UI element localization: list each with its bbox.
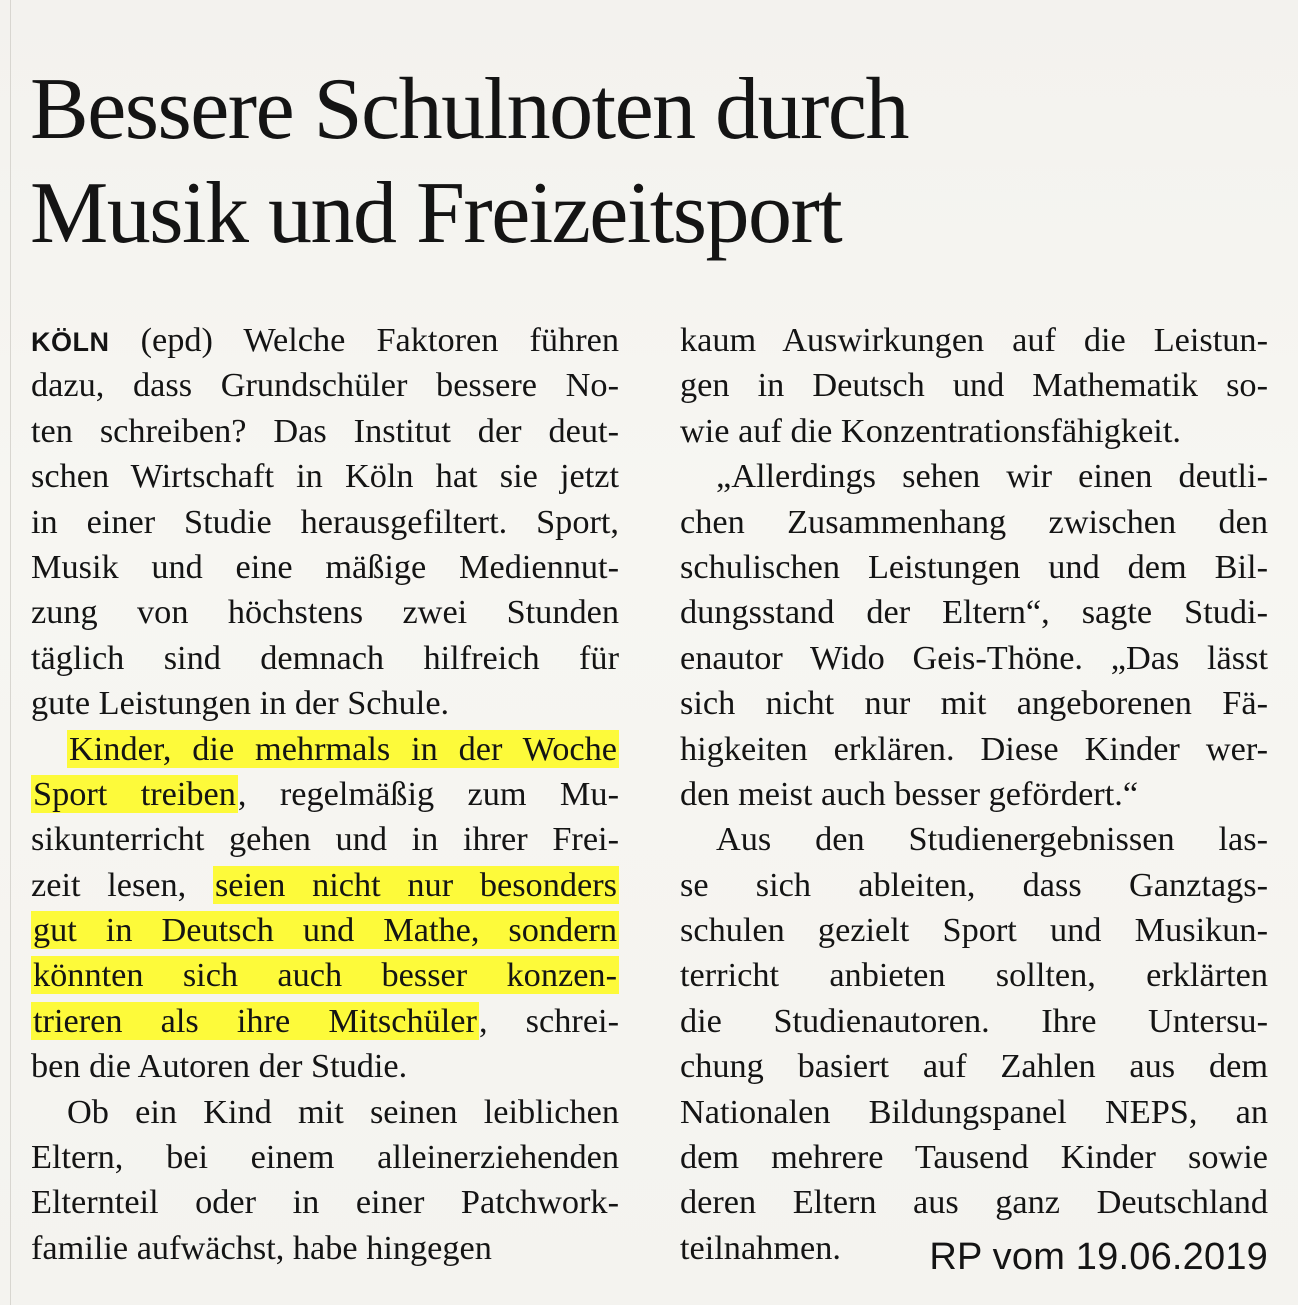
text-run: deren Eltern aus ganz Deutschland bbox=[680, 1183, 1268, 1222]
text-line bbox=[31, 817, 619, 862]
text-line bbox=[31, 1180, 619, 1225]
headline-line: Musik und Freizeitsport bbox=[30, 165, 842, 262]
text-run: Elternteil oder in einer Patchwork- bbox=[31, 1183, 619, 1222]
text-run: (epd) Welche Faktoren führen bbox=[109, 321, 619, 359]
text-line bbox=[31, 545, 619, 590]
text-run: dem mehrere Tausend Kinder sowie bbox=[680, 1138, 1268, 1177]
text-line bbox=[31, 908, 619, 953]
source-note: RP vom 19.06.2019 bbox=[929, 1236, 1268, 1278]
text-run: Musik und eine mäßige Mediennut- bbox=[31, 547, 619, 586]
text-line bbox=[31, 953, 619, 998]
text-run: zeit lesen, bbox=[31, 865, 213, 904]
text-run: zung von höchstens zwei Stunden bbox=[31, 593, 619, 632]
text-line bbox=[680, 590, 1268, 635]
text-run: chen Zusammenhang zwischen den bbox=[680, 502, 1268, 541]
text-line bbox=[680, 454, 1268, 499]
highlighted-text: gut in Deutsch und Mathe, sondern bbox=[33, 911, 617, 950]
highlighted-text: könnten sich auch besser konzen- bbox=[33, 956, 617, 995]
text-line bbox=[31, 727, 619, 772]
text-run: ten schreiben? Das Institut der deut- bbox=[31, 411, 619, 450]
text-run: terricht anbieten sollten, erklärten bbox=[680, 956, 1268, 995]
text-line bbox=[31, 999, 619, 1044]
text-run: täglich sind demnach hilfreich für bbox=[31, 638, 619, 677]
text-line bbox=[680, 636, 1268, 681]
text-line bbox=[680, 318, 1268, 363]
text-run: schen Wirtschaft in Köln hat sie jetzt bbox=[31, 457, 619, 496]
text-run: dazu, dass Grundschüler bessere No- bbox=[31, 366, 619, 405]
dateline: KÖLN bbox=[31, 327, 110, 357]
article-column-left bbox=[31, 318, 619, 1271]
text-run: „Allerdings sehen wir einen deutli- bbox=[716, 457, 1268, 496]
text-line bbox=[31, 863, 619, 908]
highlighted-text: seien nicht nur besonders bbox=[214, 865, 617, 904]
headline bbox=[30, 58, 1270, 266]
text-line bbox=[680, 1090, 1268, 1135]
text-run: familie aufwächst, habe hingegen bbox=[31, 1228, 492, 1267]
text-line bbox=[31, 500, 619, 545]
text-run: schulen gezielt Sport und Musikun- bbox=[680, 911, 1268, 950]
text-run: in einer Studie herausgefiltert. Sport, bbox=[31, 502, 619, 541]
headline-line: Bessere Schulnoten durch bbox=[30, 61, 908, 158]
text-run: Ob ein Kind mit seinen leiblichen bbox=[67, 1092, 619, 1131]
text-line bbox=[31, 454, 619, 499]
text-line bbox=[680, 999, 1268, 1044]
text-line bbox=[31, 1135, 619, 1180]
text-line bbox=[680, 363, 1268, 408]
article-column-right bbox=[680, 318, 1268, 1271]
text-run: schulischen Leistungen und dem Bil- bbox=[680, 547, 1268, 586]
text-run: den meist auch besser gefördert.“ bbox=[680, 774, 1139, 813]
text-run: chung basiert auf Zahlen aus dem bbox=[680, 1047, 1268, 1086]
text-run: Eltern, bei einem alleinerziehenden bbox=[31, 1138, 619, 1177]
text-line bbox=[31, 318, 619, 363]
text-run: , regelmäßig zum Mu- bbox=[237, 774, 619, 813]
text-line bbox=[680, 772, 1268, 817]
text-run: Nationalen Bildungspanel NEPS, an bbox=[680, 1092, 1268, 1131]
text-run: higkeiten erklären. Diese Kinder wer- bbox=[680, 729, 1268, 768]
text-line bbox=[31, 681, 619, 726]
text-run: dungsstand der Eltern“, sagte Studi- bbox=[680, 593, 1268, 632]
text-run: die Studienautoren. Ihre Untersu- bbox=[680, 1001, 1268, 1040]
text-run: se sich ableiten, dass Ganztags- bbox=[680, 865, 1268, 904]
text-run: enautor Wido Geis-Thöne. „Das lässt bbox=[680, 638, 1268, 677]
text-line bbox=[680, 1044, 1268, 1089]
text-run: sikunterricht gehen und in ihrer Frei- bbox=[31, 820, 619, 859]
text-run: gute Leistungen in der Schule. bbox=[31, 684, 450, 723]
text-line bbox=[680, 409, 1268, 454]
text-line bbox=[680, 908, 1268, 953]
text-line bbox=[680, 1180, 1268, 1225]
text-run: wie auf die Konzentrationsfähigkeit. bbox=[680, 411, 1181, 450]
highlighted-text: Sport treiben bbox=[33, 774, 236, 813]
text-run: ben die Autoren der Studie. bbox=[31, 1047, 408, 1086]
text-line bbox=[31, 772, 619, 817]
text-run: teilnahmen. bbox=[680, 1228, 841, 1267]
text-line bbox=[680, 817, 1268, 862]
text-run: kaum Auswirkungen auf die Leistun- bbox=[680, 321, 1268, 359]
text-line bbox=[31, 1226, 619, 1271]
text-line bbox=[31, 1044, 619, 1089]
text-run: Aus den Studienergebnissen las- bbox=[716, 820, 1268, 859]
highlighted-text: Kinder, die mehrmals in der Woche bbox=[69, 729, 617, 768]
text-line bbox=[31, 590, 619, 635]
text-line bbox=[680, 1135, 1268, 1180]
text-line bbox=[680, 727, 1268, 772]
text-line bbox=[31, 409, 619, 454]
highlighted-text: trieren als ihre Mitschüler bbox=[33, 1001, 477, 1040]
text-run: , schrei- bbox=[478, 1001, 619, 1040]
text-run: sich nicht nur mit angeborenen Fä- bbox=[680, 684, 1268, 723]
text-line bbox=[680, 500, 1268, 545]
text-line bbox=[31, 363, 619, 408]
text-line bbox=[31, 1090, 619, 1135]
text-line bbox=[680, 863, 1268, 908]
text-line bbox=[680, 545, 1268, 590]
text-line bbox=[680, 681, 1268, 726]
text-line bbox=[680, 953, 1268, 998]
page-edge bbox=[10, 0, 11, 1305]
text-run: gen in Deutsch und Mathematik so- bbox=[680, 366, 1268, 405]
text-line bbox=[31, 636, 619, 681]
